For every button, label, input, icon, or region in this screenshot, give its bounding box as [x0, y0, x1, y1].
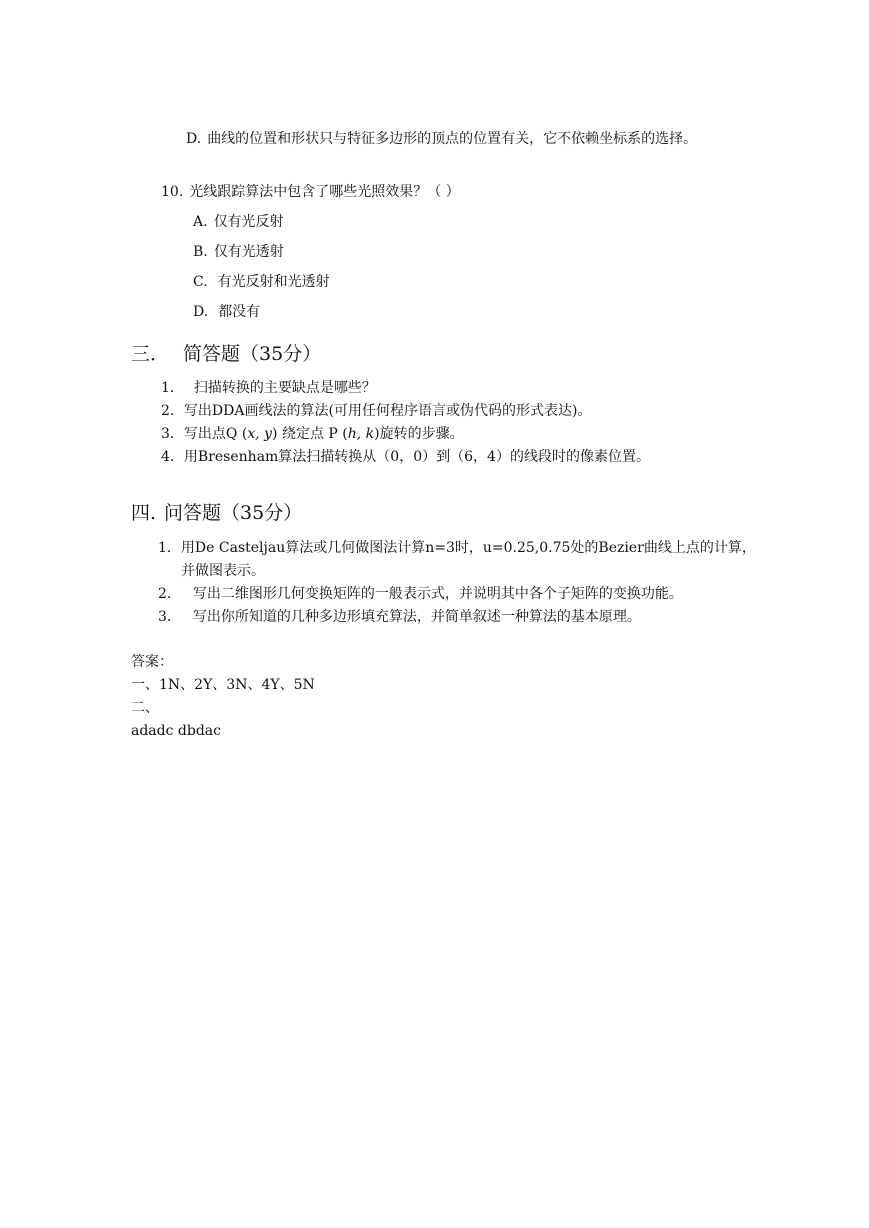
- item-text: 写出二维图形几何变换矩阵的一般表示式，并说明其中各个子矩阵的变换功能。: [192, 586, 683, 602]
- item-number: 2．: [158, 586, 181, 602]
- option-letter: B.: [193, 244, 208, 260]
- section-3-item-4: [161, 448, 650, 466]
- section-3-item-2: [161, 402, 591, 420]
- section-title: 问答题（35分）: [164, 502, 303, 524]
- section-4-item-1-continuation: [181, 562, 265, 580]
- item-text: 写出DDA画线法的算法(可用任何程序语言或伪代码的形式表达)。: [183, 403, 592, 419]
- item-text: 写出你所知道的几种多边形填充算法，并简单叙述一种算法的基本原理。: [192, 609, 641, 625]
- section-title: 简答题（35分）: [183, 343, 322, 365]
- section-4-item-2: [158, 585, 683, 603]
- item-number: 3．: [161, 426, 184, 442]
- item-number: 4．: [161, 449, 184, 465]
- item-var-1: x, y: [247, 426, 273, 442]
- section-number: 三．: [131, 343, 170, 365]
- section-number: 四.: [131, 502, 157, 524]
- item-text: 用Bresenham算法扫描转换从（0，0）到（6，4）的线段时的像素位置。: [183, 449, 650, 465]
- question-10-option-d: [193, 303, 260, 321]
- item-text-mid: ) 绕定点 P (: [272, 426, 348, 442]
- question-number: 10.: [161, 184, 184, 200]
- answers-label: 答案：: [131, 654, 173, 670]
- item-number: 3．: [158, 609, 181, 625]
- question-10-option-a: [193, 213, 284, 231]
- section-3-item-1: [161, 379, 376, 397]
- option-letter: A.: [193, 214, 208, 230]
- question-10: [161, 183, 460, 201]
- option-text: 有光反射和光透射: [217, 274, 330, 290]
- item-text-post: )旋转的步骤。: [374, 426, 464, 442]
- option-letter: D.: [186, 131, 202, 147]
- item-number: 2．: [161, 403, 184, 419]
- question-text: 光线跟踪算法中包含了哪些光照效果？（ ）: [189, 184, 460, 200]
- option-letter: C.: [193, 274, 208, 290]
- section-4-item-1: [158, 539, 756, 557]
- section-3-item-3: [161, 425, 464, 443]
- answers-part-2: adadc dbdac: [131, 723, 221, 739]
- option-letter: D.: [193, 304, 209, 320]
- section-4-heading: [131, 501, 302, 525]
- option-text: 都没有: [218, 304, 261, 320]
- option-text: 仅有光反射: [213, 214, 284, 230]
- answers-part-1: 一、1N、2Y、3N、4Y、5N: [131, 677, 315, 693]
- option-text: 曲线的位置和形状只与特征多边形的顶点的位置有关，它不依赖坐标系的选择。: [207, 131, 698, 147]
- item-text-continuation: 并做图表示。: [181, 563, 265, 579]
- section-3-heading: [131, 342, 321, 366]
- item-text: 用De Casteljau算法或几何做图法计算n=3时，u=0.25,0.75处的Bezier曲线上点的计算，: [180, 540, 756, 556]
- question-10-option-b: [193, 243, 284, 261]
- item-var-2: h, k: [347, 426, 375, 442]
- answers-part-2-label: 二、: [131, 700, 159, 716]
- item-number: 1．: [158, 540, 181, 556]
- item-number: 1．: [161, 380, 184, 396]
- question-10-option-c: [193, 273, 330, 291]
- option-text: 仅有光透射: [213, 244, 284, 260]
- item-text: 扫描转换的主要缺点是哪些？: [193, 380, 376, 396]
- item-text-pre: 写出点Q (: [183, 426, 248, 442]
- option-d-prev: [186, 130, 697, 148]
- section-4-item-3: [158, 608, 641, 626]
